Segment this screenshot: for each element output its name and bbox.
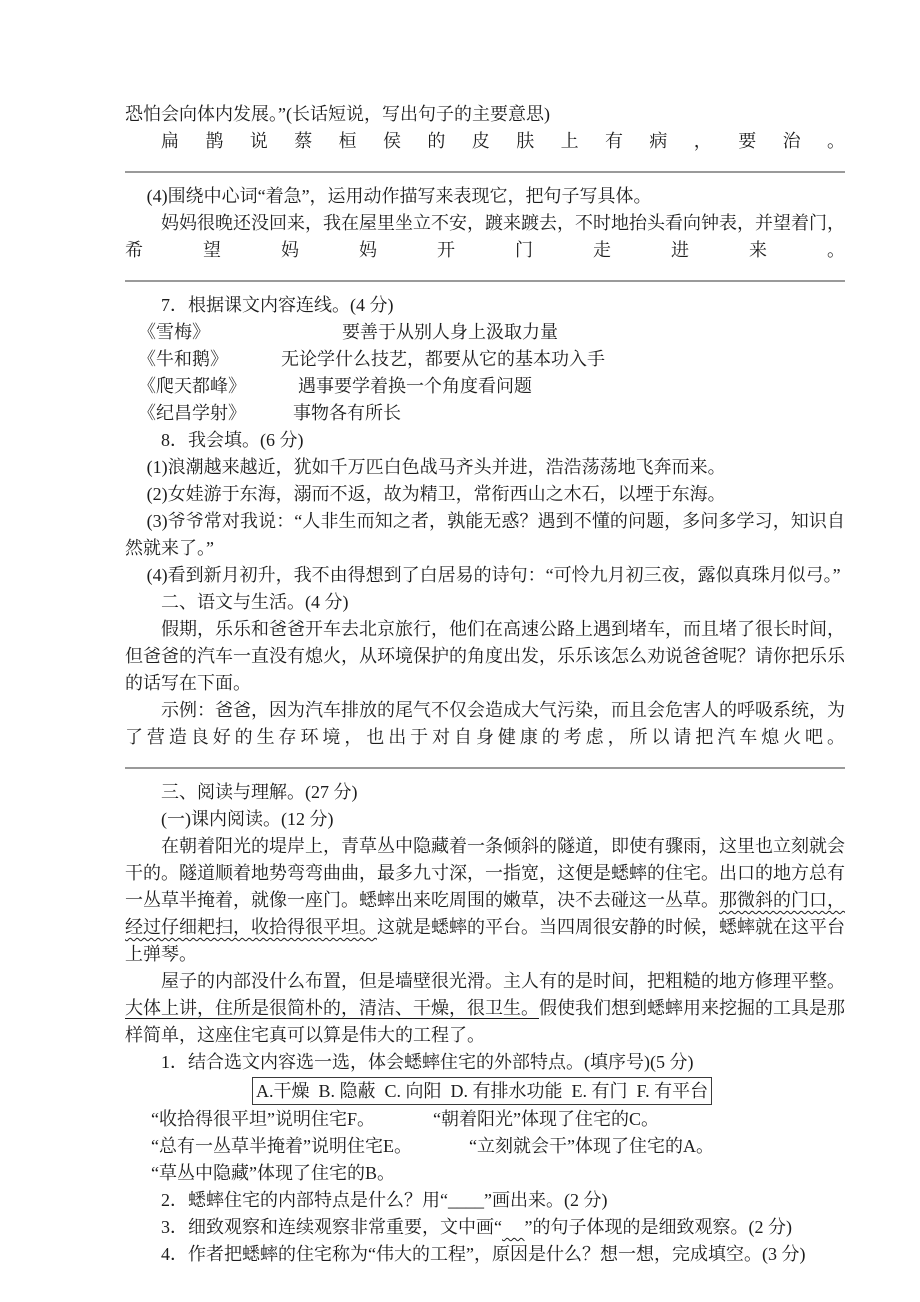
passage2-pre: 屋子的内部没什么布置，但是墙壁很光滑。主人有的是时间，把粗糙的地方修理平整。 (161, 971, 845, 991)
q1-answer-right: “朝着阳光”体现了住宅的C。 (433, 1109, 659, 1129)
q3-text (125, 1214, 845, 1241)
q6-part3-tail-line: 恐怕会向体内发展。”(长话短说，写出句子的主要意思) (125, 104, 550, 124)
match-course-desc: 事物各有所长 (293, 403, 401, 423)
q3-wavy-blank (502, 1217, 525, 1237)
q1-answer-row-3 (125, 1160, 845, 1187)
passage-paragraph-2 (125, 968, 845, 1049)
q3-pre: 3．细致观察和连续观察非常重要，文中画“ (161, 1217, 502, 1237)
match-row-3 (125, 373, 845, 400)
q6-part4-prompt: (4)围绕中心词“着急”，运用动作描写来表现它，把句子写具体。 (146, 186, 652, 206)
match-course-title: 《牛和鹅》 (138, 349, 228, 369)
q1-answer-row-2 (125, 1133, 845, 1160)
q1-answer-row-1 (125, 1106, 845, 1133)
passage1-wavy-underlined-sentence: 那微斜的门口，经过仔细耙扫，收拾得很平坦。 (125, 890, 845, 937)
q8-title: 8．我会填。(6 分) (161, 430, 304, 450)
q6-part4-answer: 妈妈很晚还没回来，我在屋里坐立不安，踱来踱去，不时地抬头看向钟表，并望着门，希望妈妈开门走进来。 (125, 213, 845, 260)
q1-options-line (125, 1077, 845, 1105)
q6-part3-answer-line: 扁鹊说蔡桓侯的皮肤上有病，要治。 (161, 131, 845, 151)
passage2-underlined-sentence: 大体上讲，住所是很简朴的，清洁、干燥，很卫生。 (125, 998, 539, 1018)
match-row-2 (125, 346, 845, 373)
q1-title: 1．结合选文内容选一选，体会蟋蟀住宅的外部特点。(填序号)(5 分) (161, 1052, 694, 1072)
match-course-title: 《雪梅》 (138, 322, 210, 342)
section3-subtitle: (一)课内阅读。(12 分) (161, 809, 334, 829)
divider-rule-1 (125, 171, 845, 173)
q1-answer-left: “草丛中隐藏”体现了住宅的B。 (151, 1163, 395, 1183)
q4-text: 4．作者把蟋蟀的住宅称为“伟大的工程”，原因是什么？想一想，完成填空。(3 分) (161, 1244, 806, 1264)
match-row-4 (125, 400, 845, 427)
passage2-post: 假使我们想到蟋蟀用来挖掘的工具是那样简单，这座住宅真可以算是伟大的工程了。 (125, 998, 845, 1045)
q8-item-3: (3)爷爷常对我说：“人非生而知之者，孰能无惑？遇到不懂的问题，多问多学习，知识自然就来了。” (125, 511, 845, 558)
passage1-post: 这就是蟋蟀的平台。当四周很安静的时候，蟋蟀就在这平台上弹琴。 (125, 917, 845, 964)
match-course-desc: 要善于从别人身上汲取力量 (342, 322, 558, 342)
passage-paragraph-1 (125, 833, 845, 968)
q3-post: ”的句子体现的是细致观察。(2 分) (524, 1217, 792, 1237)
q7-title: 7．根据课文内容连线。(4 分) (161, 295, 394, 315)
divider-rule-2 (125, 280, 845, 282)
match-course-title: 《纪昌学射》 (138, 403, 246, 423)
section3-title: 三、阅读与理解。(27 分) (161, 782, 358, 802)
match-row-1 (125, 319, 845, 346)
q8-item-1: (1)浪潮越来越近，犹如千万匹白色战马齐头并进，浩浩荡荡地飞奔而来。 (146, 457, 726, 477)
section2-prompt: 假期，乐乐和爸爸开车去北京旅行，他们在高速公路上遇到堵车，而且堵了很长时间，但爸爸的汽车一直没有熄火，从环境保护的角度出发，乐乐该怎么劝说爸爸呢？请你把乐乐的话写在下面。 (125, 619, 845, 693)
match-course-desc: 遇事要学着换一个角度看问题 (298, 376, 532, 396)
match-course-title: 《爬天都峰》 (138, 376, 246, 396)
q1-options-box: A.干燥 B. 隐蔽 C. 向阳 D. 有排水功能 E. 有门 F. 有平台 (252, 1077, 712, 1105)
match-course-desc: 无论学什么技艺，都要从它的基本功入手 (281, 349, 605, 369)
section2-title: 二、语文与生活。(4 分) (161, 592, 349, 612)
q8-item-4: (4)看到新月初升，我不由得想到了白居易的诗句：“可怜九月初三夜，露似真珠月似弓。” (146, 565, 841, 585)
q2-text: 2．蟋蟀住宅的内部特点是什么？用“____”画出来。(2 分) (161, 1190, 608, 1210)
passage1-pre: 在朝着阳光的堤岸上，青草丛中隐藏着一条倾斜的隧道，即使有骤雨，这里也立刻就会干的。隧道顺着地势弯弯曲曲，最多九寸深，一指宽，这便是蟋蟀的住宅。出口的地方总有一丛草半掩着，就像一座门。蟋蟀出来吃周围的嫩草，决不去碰这一丛草。 (125, 836, 845, 910)
q1-answer-left: “总有一丛草半掩着”说明住宅E。 (151, 1136, 412, 1156)
q8-item-2: (2)女娃游于东海，溺而不返，故为精卫，常衔西山之木石，以堙于东海。 (146, 484, 726, 504)
q1-answer-left: “收拾得很平坦”说明住宅F。 (151, 1109, 375, 1129)
divider-rule-3 (125, 767, 845, 769)
q1-answer-right: “立刻就会干”体现了住宅的A。 (469, 1136, 714, 1156)
section2-example: 示例：爸爸，因为汽车排放的尾气不仅会造成大气污染，而且会危害人的呼吸系统，为了营造良好的生存环境，也出于对自身健康的考虑，所以请把汽车熄火吧。 (125, 700, 845, 747)
